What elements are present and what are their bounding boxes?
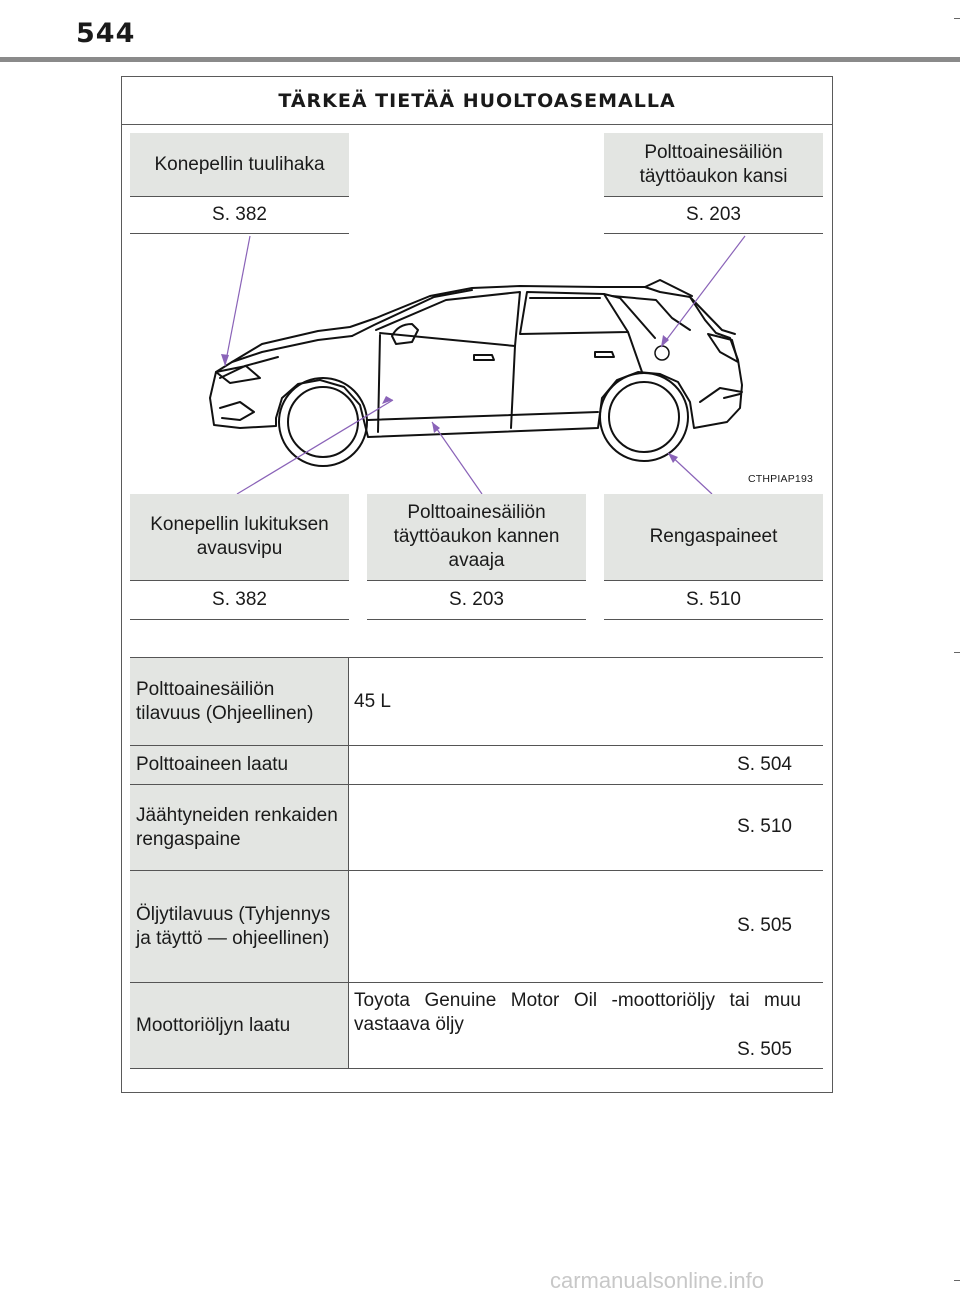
callout-hood-lock-release bbox=[130, 494, 349, 620]
table-row bbox=[130, 983, 823, 1069]
spec-table bbox=[130, 657, 823, 1069]
callout-ref: S. 382 bbox=[130, 196, 349, 234]
callout-label: Polttoainesäiliön täyttöaukon kannen avaaja bbox=[367, 494, 586, 580]
spec-label: Polttoainesäiliön tilavuus (Ohjeellinen) bbox=[130, 658, 349, 745]
table-row bbox=[130, 746, 823, 785]
callout-ref: S. 382 bbox=[130, 580, 349, 620]
crop-mark bbox=[954, 1280, 960, 1281]
spec-value: Toyota Genuine Motor Oil -moottoriöljy tai muu bbox=[354, 990, 801, 1011]
spec-value-cell bbox=[349, 746, 823, 784]
spec-value-cell bbox=[349, 785, 823, 870]
callout-label: Polttoainesäiliön täyttöaukon kansi bbox=[604, 133, 823, 196]
spec-value-cell bbox=[349, 658, 823, 745]
spec-label: Polttoaineen laatu bbox=[130, 746, 349, 784]
callout-label: Konepellin lukituksen avausvipu bbox=[130, 494, 349, 580]
fuel-door-marker bbox=[655, 346, 669, 360]
spec-value: 45 L bbox=[354, 690, 391, 712]
callout-label: Rengaspaineet bbox=[604, 494, 823, 580]
spec-value-continued: vastaava öljy bbox=[354, 1014, 464, 1035]
page-number: 544 bbox=[76, 18, 136, 49]
callout-hood-support bbox=[130, 133, 349, 234]
callout-fuel-door bbox=[604, 133, 823, 234]
page-ref: S. 504 bbox=[737, 754, 792, 775]
spec-value-cell bbox=[349, 871, 823, 982]
spec-label: Öljytilavuus (Tyhjennys ja täyttö — ohjeellinen) bbox=[130, 871, 349, 982]
spec-label: Moottoriöljyn laatu bbox=[130, 983, 349, 1068]
page-ref: S. 505 bbox=[737, 915, 792, 936]
page-ref: S. 510 bbox=[737, 816, 792, 837]
callout-ref: S. 203 bbox=[604, 196, 823, 234]
section-title: TÄRKEÄ TIETÄÄ HUOLTOASEMALLA bbox=[122, 77, 832, 125]
watermark: carmanualsonline.info bbox=[550, 1268, 765, 1293]
table-row bbox=[130, 871, 823, 983]
page-ref: S. 505 bbox=[737, 1039, 792, 1060]
spec-label: Jäähtyneiden renkaiden rengaspaine bbox=[130, 785, 349, 870]
table-row bbox=[130, 785, 823, 871]
diagram-code: CTHPIAP193 bbox=[748, 473, 814, 485]
spec-value-cell bbox=[349, 983, 823, 1068]
callout-ref: S. 203 bbox=[367, 580, 586, 620]
callout-fuel-door-opener bbox=[367, 494, 586, 620]
callout-tire-pressure bbox=[604, 494, 823, 620]
callout-ref: S. 510 bbox=[604, 580, 823, 620]
callout-label: Konepellin tuulihaka bbox=[130, 133, 349, 196]
table-row bbox=[130, 658, 823, 746]
